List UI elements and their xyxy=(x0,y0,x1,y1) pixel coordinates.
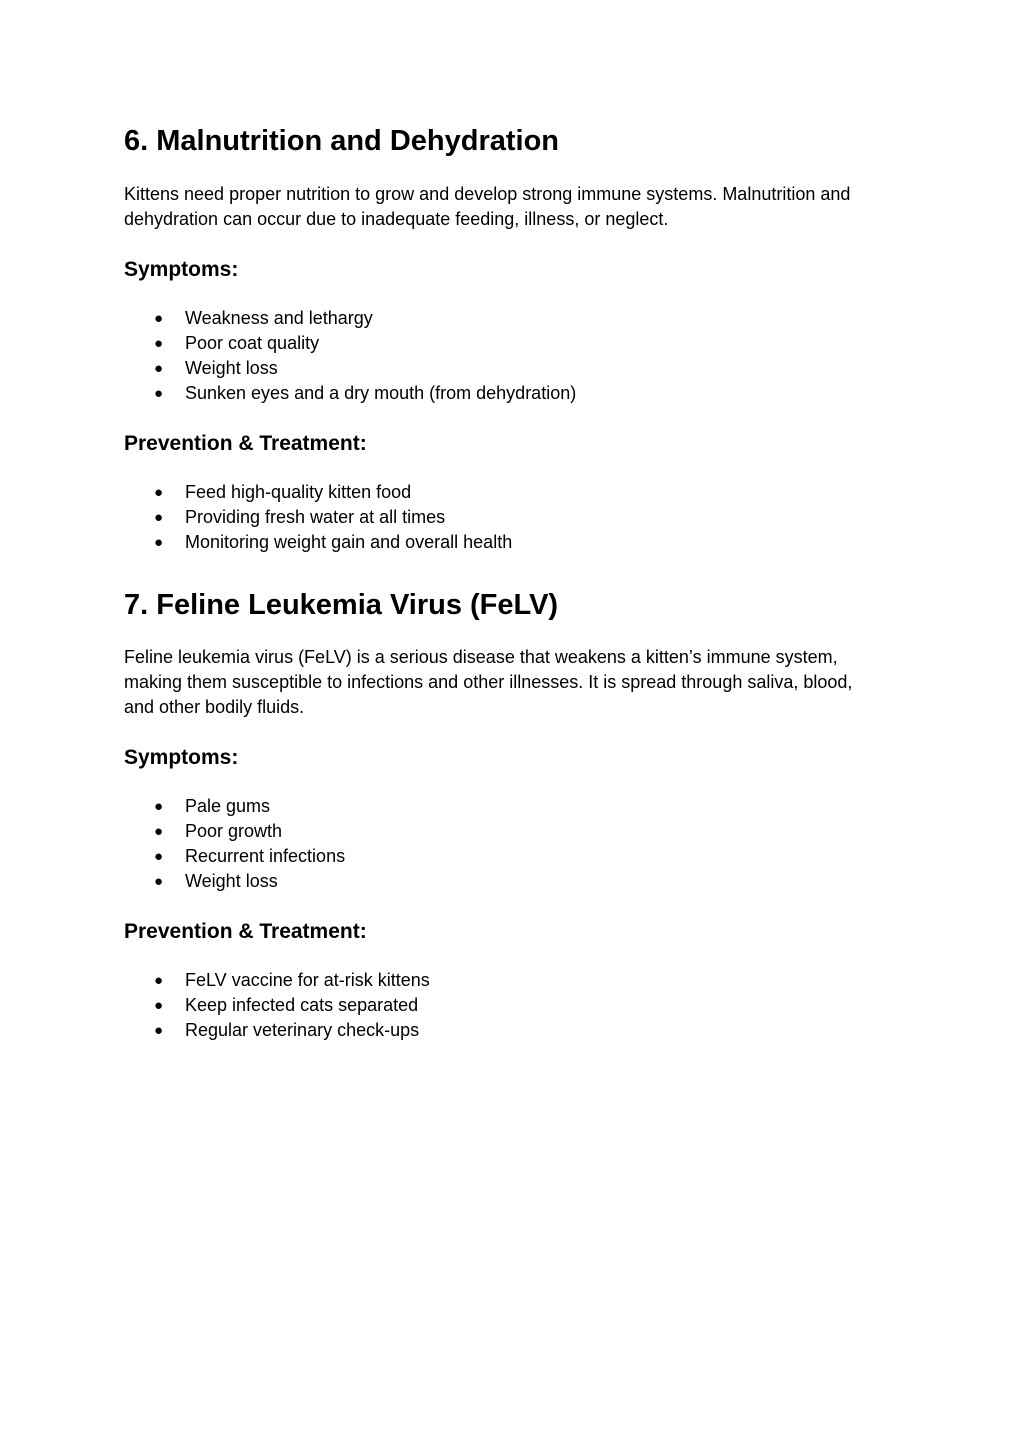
bullet-icon: ● xyxy=(154,798,164,815)
bullet-icon: ● xyxy=(154,972,164,989)
bullet-icon: ● xyxy=(154,385,164,402)
list-item-text: Providing fresh water at all times xyxy=(185,507,446,527)
symptoms-heading: Symptoms: xyxy=(124,746,239,769)
list-item xyxy=(124,819,904,844)
bullet-icon: ● xyxy=(154,534,164,551)
list-item-text: Sunken eyes and a dry mouth (from dehydration) xyxy=(185,383,577,403)
bullet-icon: ● xyxy=(154,360,164,377)
intro-line: and other bodily fluids. xyxy=(124,697,305,717)
bullet-icon: ● xyxy=(154,310,164,327)
list-item xyxy=(124,530,904,555)
intro-line: dehydration can occur due to inadequate feeding, illness, or neglect. xyxy=(124,209,669,229)
list-item xyxy=(124,381,904,406)
list-item-text: Weight loss xyxy=(185,358,278,378)
bullet-icon: ● xyxy=(154,823,164,840)
bullet-icon: ● xyxy=(154,997,164,1014)
list-item xyxy=(124,356,904,381)
list-item-text: FeLV vaccine for at-risk kittens xyxy=(185,970,430,990)
bullet-icon: ● xyxy=(154,873,164,890)
list-item-text: Weight loss xyxy=(185,871,278,891)
list-item xyxy=(124,993,904,1018)
list-item-text: Recurrent infections xyxy=(185,846,346,866)
list-item-text: Feed high-quality kitten food xyxy=(185,482,412,502)
bullet-icon: ● xyxy=(154,848,164,865)
list-item xyxy=(124,869,904,894)
list-item-text: Weakness and lethargy xyxy=(185,308,373,328)
list-item-text: Regular veterinary check-ups xyxy=(185,1020,420,1040)
section-title: 6. Malnutrition and Dehydration xyxy=(124,125,560,157)
list-item xyxy=(124,505,904,530)
list-item xyxy=(124,1018,904,1043)
symptoms-heading: Symptoms: xyxy=(124,258,239,281)
intro-line: Kittens need proper nutrition to grow and develop strong immune systems. Malnutrition and xyxy=(124,184,851,204)
list-item xyxy=(124,968,904,993)
bullet-icon: ● xyxy=(154,509,164,526)
section-title: 7. Feline Leukemia Virus (FeLV) xyxy=(124,589,559,621)
list-item-text: Poor growth xyxy=(185,821,283,841)
list-item-text: Poor coat quality xyxy=(185,333,320,353)
bullet-icon: ● xyxy=(154,484,164,501)
list-item xyxy=(124,480,904,505)
section-intro xyxy=(124,182,904,232)
intro-line: making them susceptible to infections and other illnesses. It is spread through saliva, blood, xyxy=(124,672,853,692)
list-item-text: Monitoring weight gain and overall health xyxy=(185,532,513,552)
list-item xyxy=(124,794,904,819)
list-item xyxy=(124,306,904,331)
intro-line: Feline leukemia virus (FeLV) is a serious disease that weakens a kitten’s immune system, xyxy=(124,647,838,667)
list-item xyxy=(124,331,904,356)
prevention-list xyxy=(124,480,904,555)
section-intro xyxy=(124,645,904,720)
prevention-heading: Prevention & Treatment: xyxy=(124,432,367,455)
list-item-text: Pale gums xyxy=(185,796,271,816)
prevention-list xyxy=(124,968,904,1043)
symptoms-list xyxy=(124,794,904,894)
prevention-heading: Prevention & Treatment: xyxy=(124,920,367,943)
symptoms-list xyxy=(124,306,904,406)
bullet-icon: ● xyxy=(154,335,164,352)
list-item xyxy=(124,844,904,869)
bullet-icon: ● xyxy=(154,1022,164,1039)
list-item-text: Keep infected cats separated xyxy=(185,995,419,1015)
